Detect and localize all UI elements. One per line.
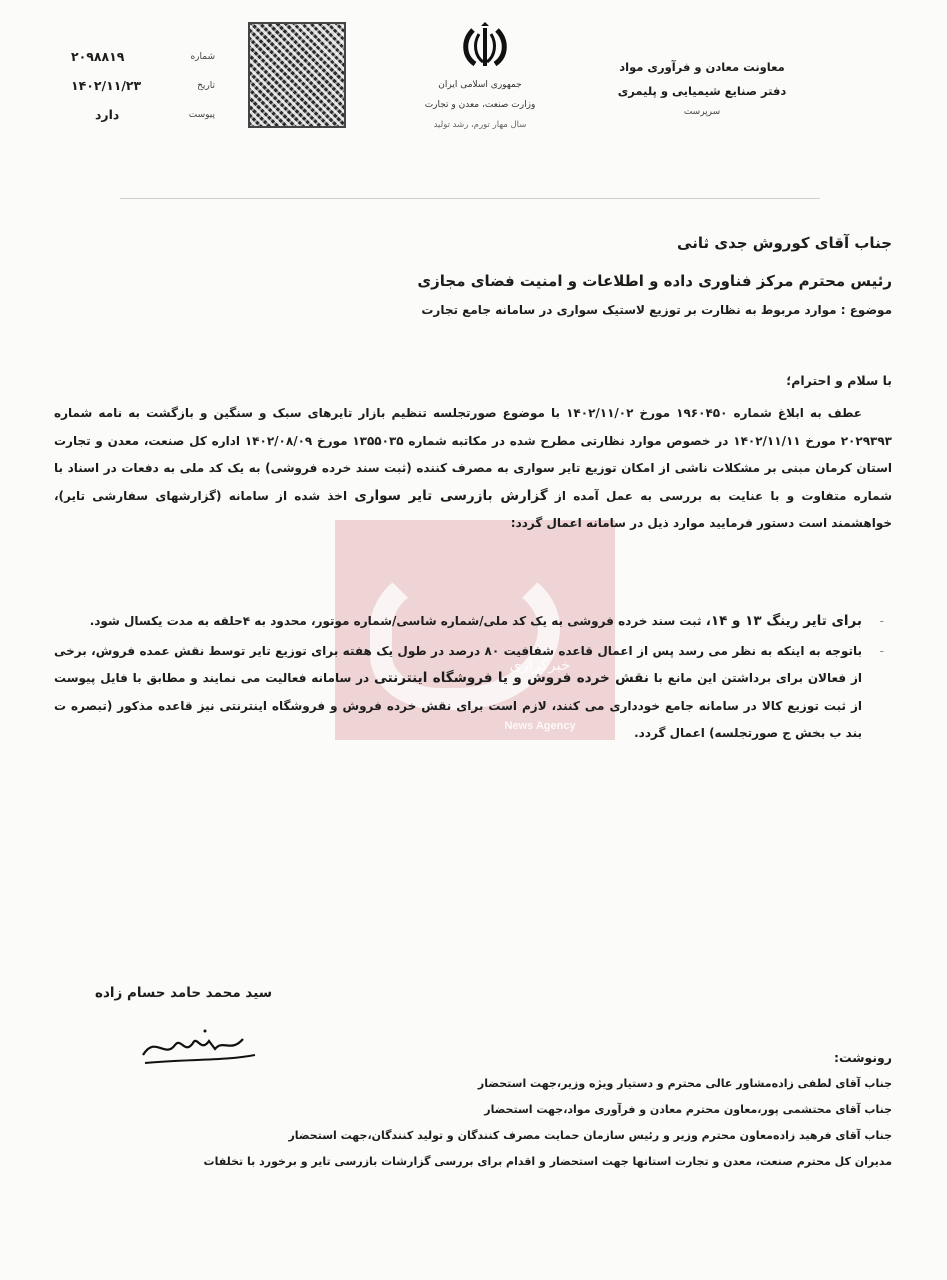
cc-block (112, 1045, 892, 1175)
date-value: ۱۴۰۲/۱۱/۲۳ (71, 78, 142, 93)
cc-item: مدیران کل محترم صنعت، معدن و تجارت استانها جهت استحضار و اقدام برای بررسی گزارشات بازرسی تایر و برخورد با تخلفات (203, 1155, 892, 1168)
watermark-en-text: News Agency (504, 720, 576, 732)
number-value: ۲۰۹۸۸۱۹ (71, 49, 125, 64)
department-line-1: معاونت معادن و فرآوری مواد (619, 60, 785, 74)
bullet-list (54, 608, 892, 750)
signer-name: سید محمد حامد حسام زاده (95, 985, 273, 1001)
body-text-part-2: اخذ شده از سامانه (گزارشهای سفارشی تایر)، خواهشمند است دستور فرمایید موارد ذیل در سامانه اعمال گردد: (54, 488, 892, 530)
cc-item: جناب آقای محتشمی پور،معاون محترم معادن و فرآوری مواد،جهت استحضار (484, 1103, 892, 1116)
greeting: با سلام و احترام؛ (786, 373, 892, 388)
date-label: تاریخ (197, 80, 215, 91)
bullet-item-2 (54, 638, 892, 748)
cc-title: رونوشت: (833, 1050, 892, 1065)
emblem-line-1: جمهوری اسلامی ایران (438, 80, 522, 90)
body-paragraph (54, 400, 892, 538)
emblem-line-2: وزارت صنعت، معدن و تجارت (424, 100, 536, 110)
bullet-1-bold: برای تایر رینگ ۱۳ و ۱۴، (705, 613, 862, 629)
bullet-item-1 (54, 608, 892, 636)
letter-body (54, 400, 892, 538)
recipient-name: جناب آقای کوروش جدی ثانی (677, 234, 892, 252)
number-label: شماره (190, 51, 215, 62)
body-bold-phrase: گزارش بازرسی تایر سواری (354, 487, 548, 504)
department-line-2: دفتر صنایع شیمیایی و پلیمری (617, 84, 787, 98)
cc-item: جناب آقای فرهید زاده‌معاون محترم وزیر و رئیس سازمان حمایت مصرف کنندگان و تولید کنندگان،جهت استحضار (288, 1129, 892, 1142)
meta-number-row (65, 42, 215, 71)
qr-code-icon (248, 22, 346, 128)
header-divider (120, 198, 820, 199)
cc-item: جناب آقای لطفی زاده‌مشاور عالی محترم و دستیار ویژه وزیر،جهت استحضار (477, 1077, 892, 1090)
letter-meta (65, 42, 215, 129)
body-text-part-1: عطف به ابلاغ شماره ۱۹۶۰۴۵۰ مورخ ۱۴۰۲/۱۱/۰۲ با موضوع صورتجلسه تنظیم بازار تایرهای سبک و سنگین و بازگشت به نامه شماره ۲۰۲۹۳۹۳ مورخ ۱۴۰۲/۱۱/۱۱ در خصوص موارد نظارتی مطرح شده در مکاتبه شماره ۱۳۵۵۰۳۵ مورخ ۱۴۰۲/۰۸/۰۹ اداره کل صنعت، معدن و تجارت استان کرمان مبنی بر مشکلات ناشی از امکان توزیع تایر سواری به مصرف کننده (ثبت سند خرده فروشی) به یک کد ملی به دفعات در اسناد با شماره متفاوت و با عنایت به بررسی به عمل آمده از (54, 406, 892, 503)
emblem-line-3: سال مهار تورم، رشد تولید (433, 120, 527, 130)
meta-attachment-row (65, 100, 215, 129)
bullet-2-bold: نقش خرده فروش و یا فروشگاه اینترنتی (374, 670, 649, 686)
bullet-2-text-after: در سامانه فعالیت می نمایند و مطابق با فایل پیوست از ثبت توزیع کالا در سامانه جامع خودداری می کنند، لازم است برای نقش خرده فروش و فروشگاه اینترنتی نیز قاعده مذکور (تبصره ت بند ب بخش ج صورتجلسه) اعمال گردد. (54, 671, 862, 740)
meta-date-row (65, 71, 215, 100)
recipient-block (292, 224, 892, 300)
department-line-3: سرپرست (683, 107, 721, 117)
letterhead-department (587, 55, 817, 121)
attachment-value: دارد (95, 107, 120, 122)
emblem-caption (400, 75, 560, 135)
attachment-label: پیوست (188, 109, 215, 120)
bullet-2-text-before: باتوجه به اینکه به نظر می رسد پس از اعمال قاعده شفافیت ۸۰ درصد در طول یک هفته برای توزیع تایر توسط نقش عمده فروش، برخی از فعالان برای برداشتن این مانع با (54, 643, 862, 685)
recipient-title: رئیس محترم مرکز فناوری داده و اطلاعات و امنیت فضای مجازی (417, 272, 892, 290)
watermark-fa-text: خبرگزاری (509, 656, 571, 674)
bullet-1-text: ثبت سند خرده فروشی به یک کد ملی/شماره شاسی/شماره موتور، محدود به ۴حلقه به مدت یکسال شود. (89, 614, 706, 628)
subject-line: موضوع : موارد مربوط به نظارت بر توزیع لاستیک سواری در سامانه جامع تجارت (421, 303, 892, 317)
iran-emblem-icon (455, 22, 515, 72)
